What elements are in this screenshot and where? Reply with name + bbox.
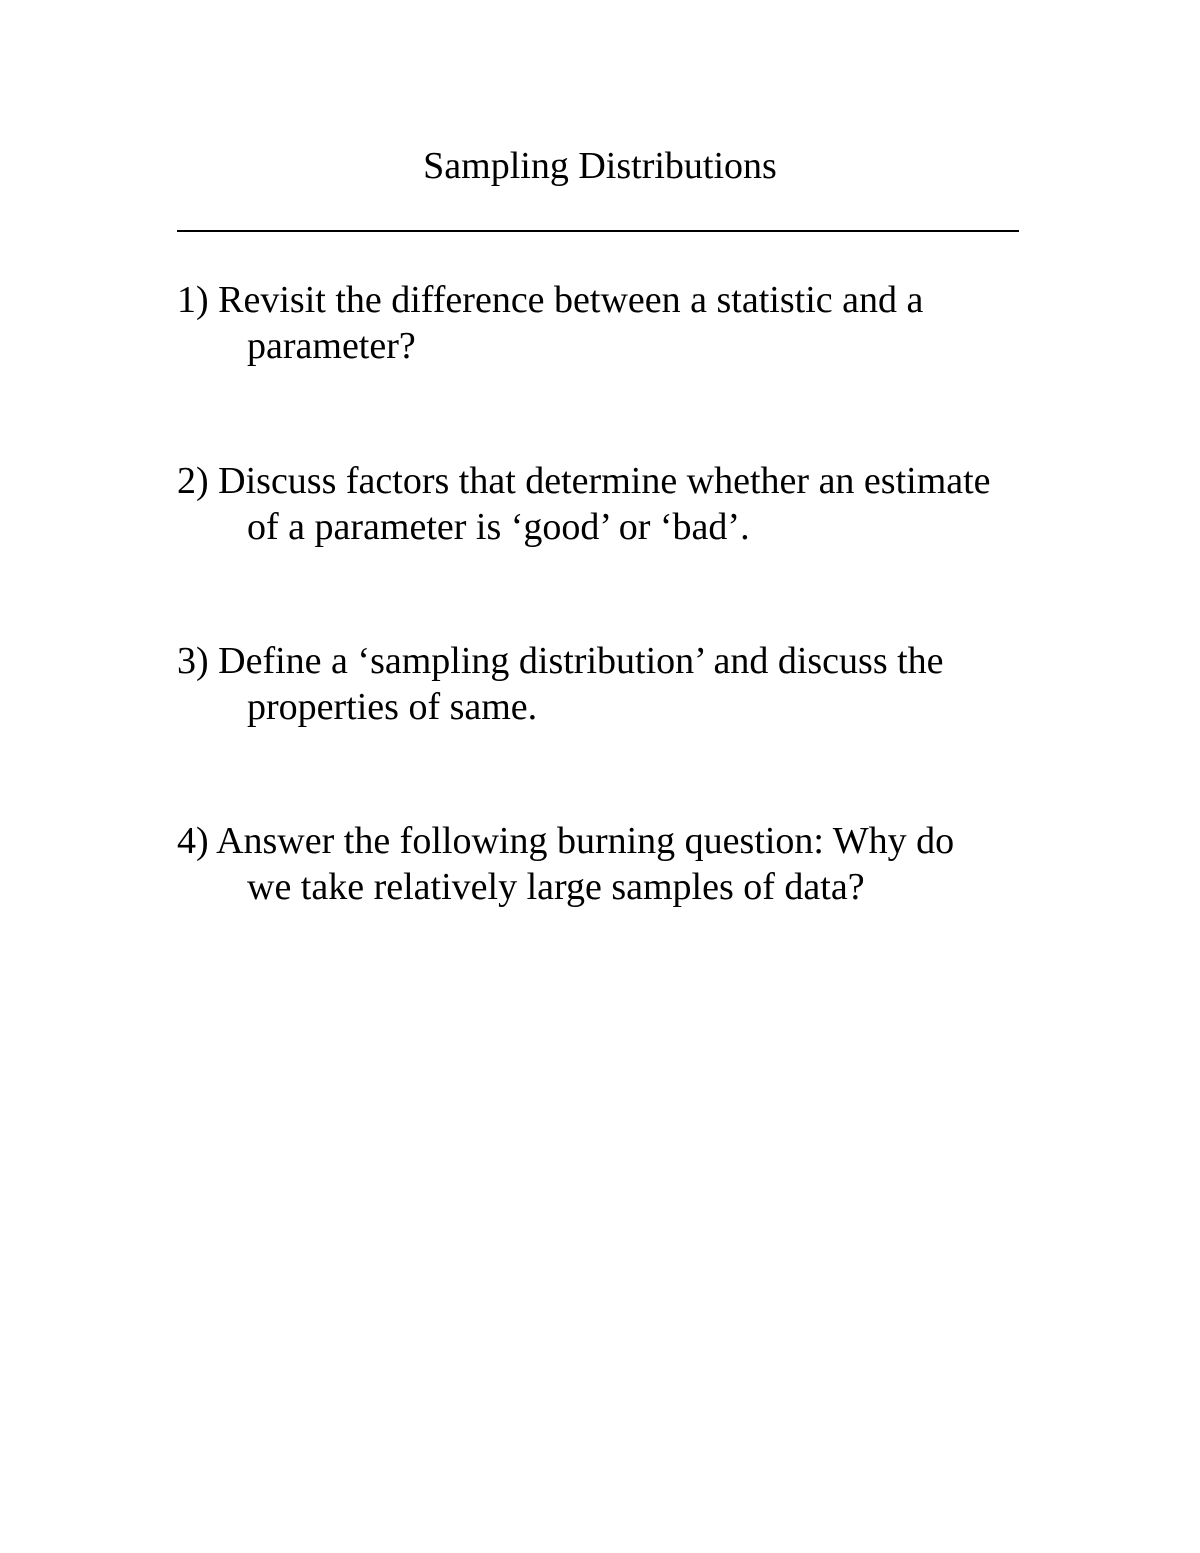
question-first-line	[177, 818, 1037, 864]
page-title: Sampling Distributions	[423, 145, 777, 187]
question-first-line	[177, 458, 1037, 504]
question-continuation: properties of same.	[247, 686, 538, 728]
question-number: 4)	[177, 820, 209, 862]
title-divider	[177, 230, 1019, 232]
question-text: Answer the following burning question: Why do	[216, 820, 955, 862]
question-number: 2)	[177, 460, 209, 502]
question-continuation: we take relatively large samples of data?	[247, 866, 865, 908]
question-text: Revisit the difference between a statistic and a	[218, 279, 924, 321]
question-text: Discuss factors that determine whether an estimate	[218, 460, 991, 502]
question-text: Define a ‘sampling distribution’ and discuss the	[218, 640, 944, 682]
question-item-2	[177, 458, 1037, 550]
question-number: 3)	[177, 640, 209, 682]
question-first-line	[177, 638, 1037, 684]
question-item-4	[177, 818, 1037, 910]
question-continuation: of a parameter is ‘good’ or ‘bad’.	[247, 506, 750, 548]
question-continuation: parameter?	[247, 325, 416, 367]
question-item-3	[177, 638, 1037, 730]
question-item-1	[177, 277, 1037, 369]
question-number: 1)	[177, 279, 209, 321]
question-first-line	[177, 277, 1037, 323]
